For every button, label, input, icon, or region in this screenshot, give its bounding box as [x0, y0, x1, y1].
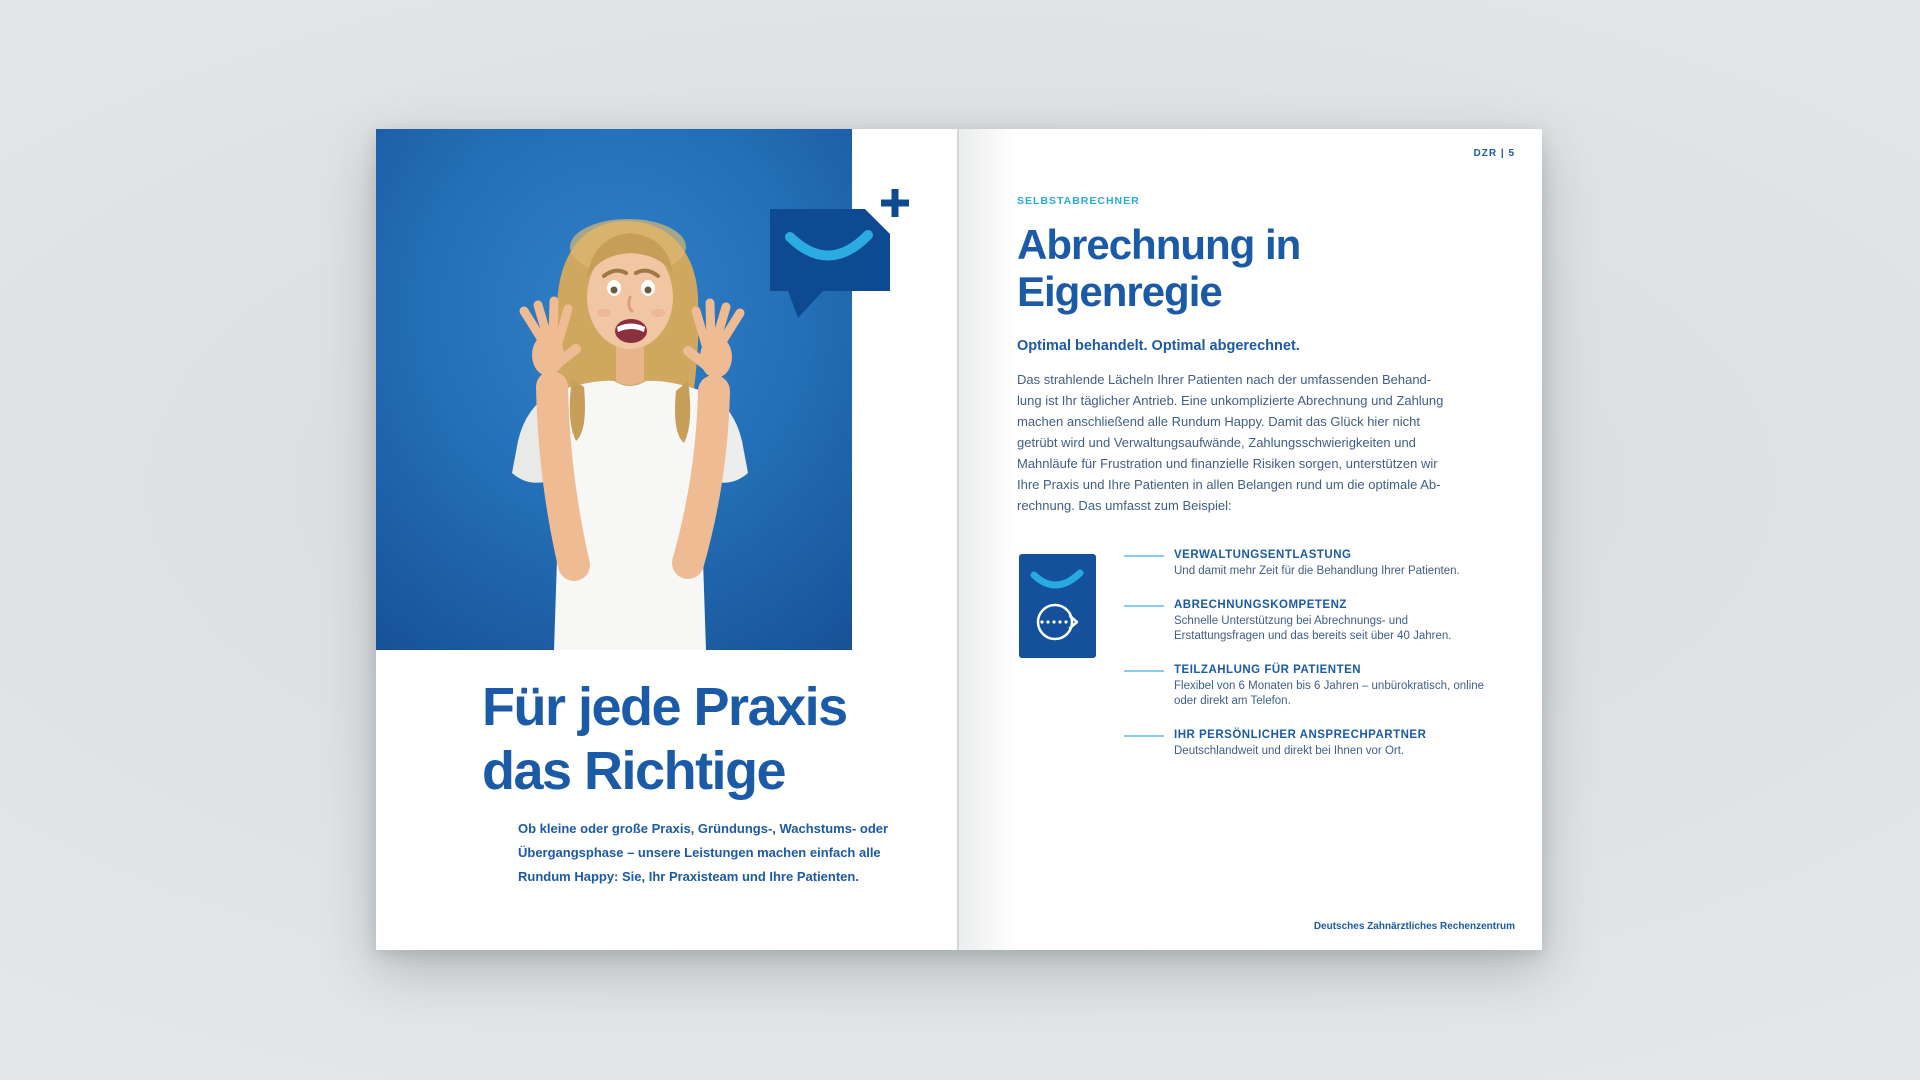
benefit-description: Und damit mehr Zeit für die Behandlung Ihrer Patienten. [1174, 565, 1460, 577]
benefit-icon-box [1019, 554, 1096, 658]
benefit-description: Flexibel von 6 Monaten bis 6 Jahren – unbürokratisch, online oder direkt am Telefon. [1174, 680, 1485, 707]
body-line: Mahnläufe für Frustration und finanzielle Risiken sorgen, unterstützen wir [1017, 456, 1438, 471]
benefit-item [1124, 599, 1494, 644]
body-line: machen anschließend alle Rundum Happy. Damit das Glück hier nicht [1017, 414, 1420, 429]
page-number: DZR | 5 [1473, 148, 1515, 159]
benefit-item [1124, 549, 1494, 579]
left-page-title-line: Für jede Praxis [482, 677, 847, 737]
lead-text: Optimal behandelt. Optimal abgerechnet. [1017, 338, 1300, 354]
benefit-connector-line [1124, 555, 1164, 557]
benefit-item [1124, 729, 1494, 759]
subtext-line: Übergangsphase – unsere Leistungen machen einfach alle [518, 845, 881, 860]
body-paragraph [1017, 369, 1443, 516]
benefit-connector-line [1124, 735, 1164, 737]
body-line: getrübt wird und Verwaltungsaufwände, Zahlungsschwierigkeiten und [1017, 435, 1416, 450]
benefit-title: ABRECHNUNGSKOMPETENZ [1174, 599, 1347, 611]
benefit-title: VERWALTUNGSENTLASTUNG [1174, 549, 1352, 561]
benefit-connector-line [1124, 670, 1164, 672]
benefit-connector-line [1124, 605, 1164, 607]
brochure-spread [376, 129, 1542, 950]
benefit-list [1124, 549, 1494, 759]
right-page-title [1017, 221, 1300, 315]
left-page [376, 129, 959, 950]
body-line: Ihre Praxis und Ihre Patienten in allen Belangen rund um die optimale Ab- [1017, 477, 1441, 492]
right-page-title-line: Abrechnung in [1017, 221, 1301, 268]
left-page-subtext [518, 817, 888, 889]
footer-company-name: Deutsches Zahnärztliches Rechenzentrum [1313, 921, 1515, 932]
right-page [959, 129, 1542, 950]
benefit-title: TEILZAHLUNG FÜR PATIENTEN [1174, 664, 1362, 676]
left-page-title-line: das Richtige [482, 741, 786, 801]
benefit-item [1124, 664, 1494, 709]
body-line: lung ist Ihr täglicher Antrieb. Eine unkomplizierte Abrechnung und Zahlung [1017, 393, 1444, 408]
body-line: rechnung. Das umfasst zum Beispiel: [1017, 498, 1232, 513]
benefit-description: Deutschlandweit und direkt bei Ihnen vor Ort. [1174, 745, 1405, 757]
smile-speech-bubble-plus-icon [768, 185, 913, 325]
smile-circle-dotted-arrow-icon [1019, 554, 1096, 658]
benefit-title: IHR PERSÖNLICHER ANSPRECHPARTNER [1174, 729, 1427, 741]
benefit-description: Schnelle Unterstützung bei Abrechnungs- und Erstattungsfragen und das bereits seit über 40 Jahren. [1174, 615, 1452, 642]
subtext-line: Ob kleine oder große Praxis, Gründungs-, Wachstums- oder [518, 821, 889, 836]
left-page-title [482, 675, 847, 803]
section-kicker: SELBSTABRECHNER [1017, 195, 1140, 207]
subtext-line: Rundum Happy: Sie, Ihr Praxisteam und Ihre Patienten. [518, 869, 859, 884]
right-page-title-line: Eigenregie [1017, 268, 1222, 315]
body-line: Das strahlende Lächeln Ihrer Patienten nach der umfassenden Behand- [1017, 372, 1432, 387]
